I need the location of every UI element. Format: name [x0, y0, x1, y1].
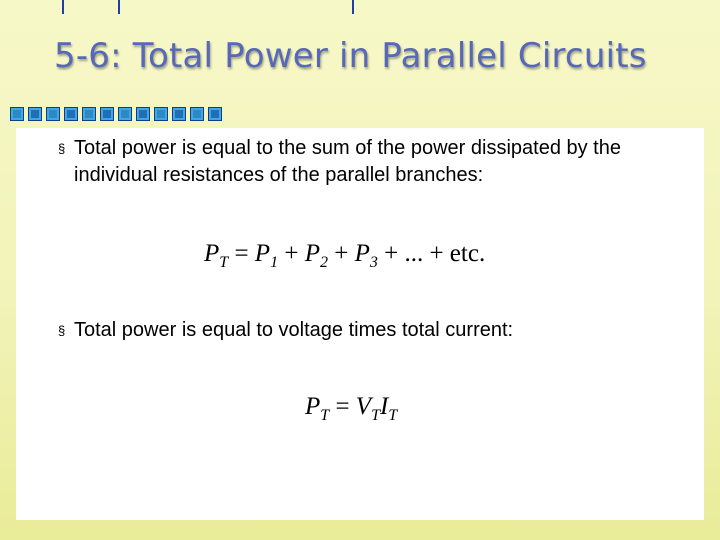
- decorative-square: [10, 107, 24, 121]
- equation-operator: +: [278, 240, 305, 267]
- equation-symbol: P: [354, 240, 370, 267]
- equation-total-power-sum: [204, 240, 486, 271]
- decorative-square-strip: [10, 107, 222, 121]
- equation-symbol: V: [355, 393, 372, 420]
- bullet-marker: §: [58, 323, 66, 338]
- equation-subscript: T: [320, 407, 330, 424]
- equation-operator: =: [228, 240, 255, 267]
- equation-subscript: 2: [319, 254, 328, 271]
- bullet-item-2: [58, 317, 694, 344]
- equation-subscript: T: [388, 407, 398, 424]
- equation-symbol: I: [379, 393, 389, 420]
- equation-symbol: P: [305, 393, 321, 420]
- bullet-marker: §: [58, 141, 66, 156]
- equation-subscript: 1: [270, 254, 279, 271]
- equation-subscript: T: [219, 254, 229, 271]
- bullet-text: Total power is equal to voltage times total current:: [74, 319, 514, 341]
- equation-subscript: T: [371, 407, 380, 424]
- decorative-square: [82, 107, 96, 121]
- equation-operator: =: [329, 393, 356, 420]
- top-tick-line: [62, 0, 64, 14]
- equation-symbol: P: [204, 240, 220, 267]
- equation-operator: +: [327, 240, 355, 267]
- equation-tail: + ... + etc.: [377, 240, 486, 267]
- equation-subscript: 3: [369, 254, 378, 271]
- equation-total-power-vi: [305, 393, 398, 424]
- decorative-square: [208, 107, 222, 121]
- bullet-text: Total power is equal to the sum of the power dissipated by the individual resistances of the parallel branches:: [74, 137, 621, 186]
- decorative-square: [118, 107, 132, 121]
- decorative-square: [136, 107, 150, 121]
- equation-symbol: P: [254, 240, 271, 267]
- decorative-square: [28, 107, 42, 121]
- decorative-square: [190, 107, 204, 121]
- decorative-square: [64, 107, 78, 121]
- decorative-square: [100, 107, 114, 121]
- decorative-square: [46, 107, 60, 121]
- decorative-square: [172, 107, 186, 121]
- equation-symbol: P: [304, 240, 320, 267]
- slide-title: 5-6: Total Power in Parallel Circuits: [54, 36, 647, 76]
- top-tick-line: [352, 0, 354, 14]
- decorative-square: [154, 107, 168, 121]
- top-tick-line: [118, 0, 120, 14]
- bullet-item-1: [58, 135, 694, 189]
